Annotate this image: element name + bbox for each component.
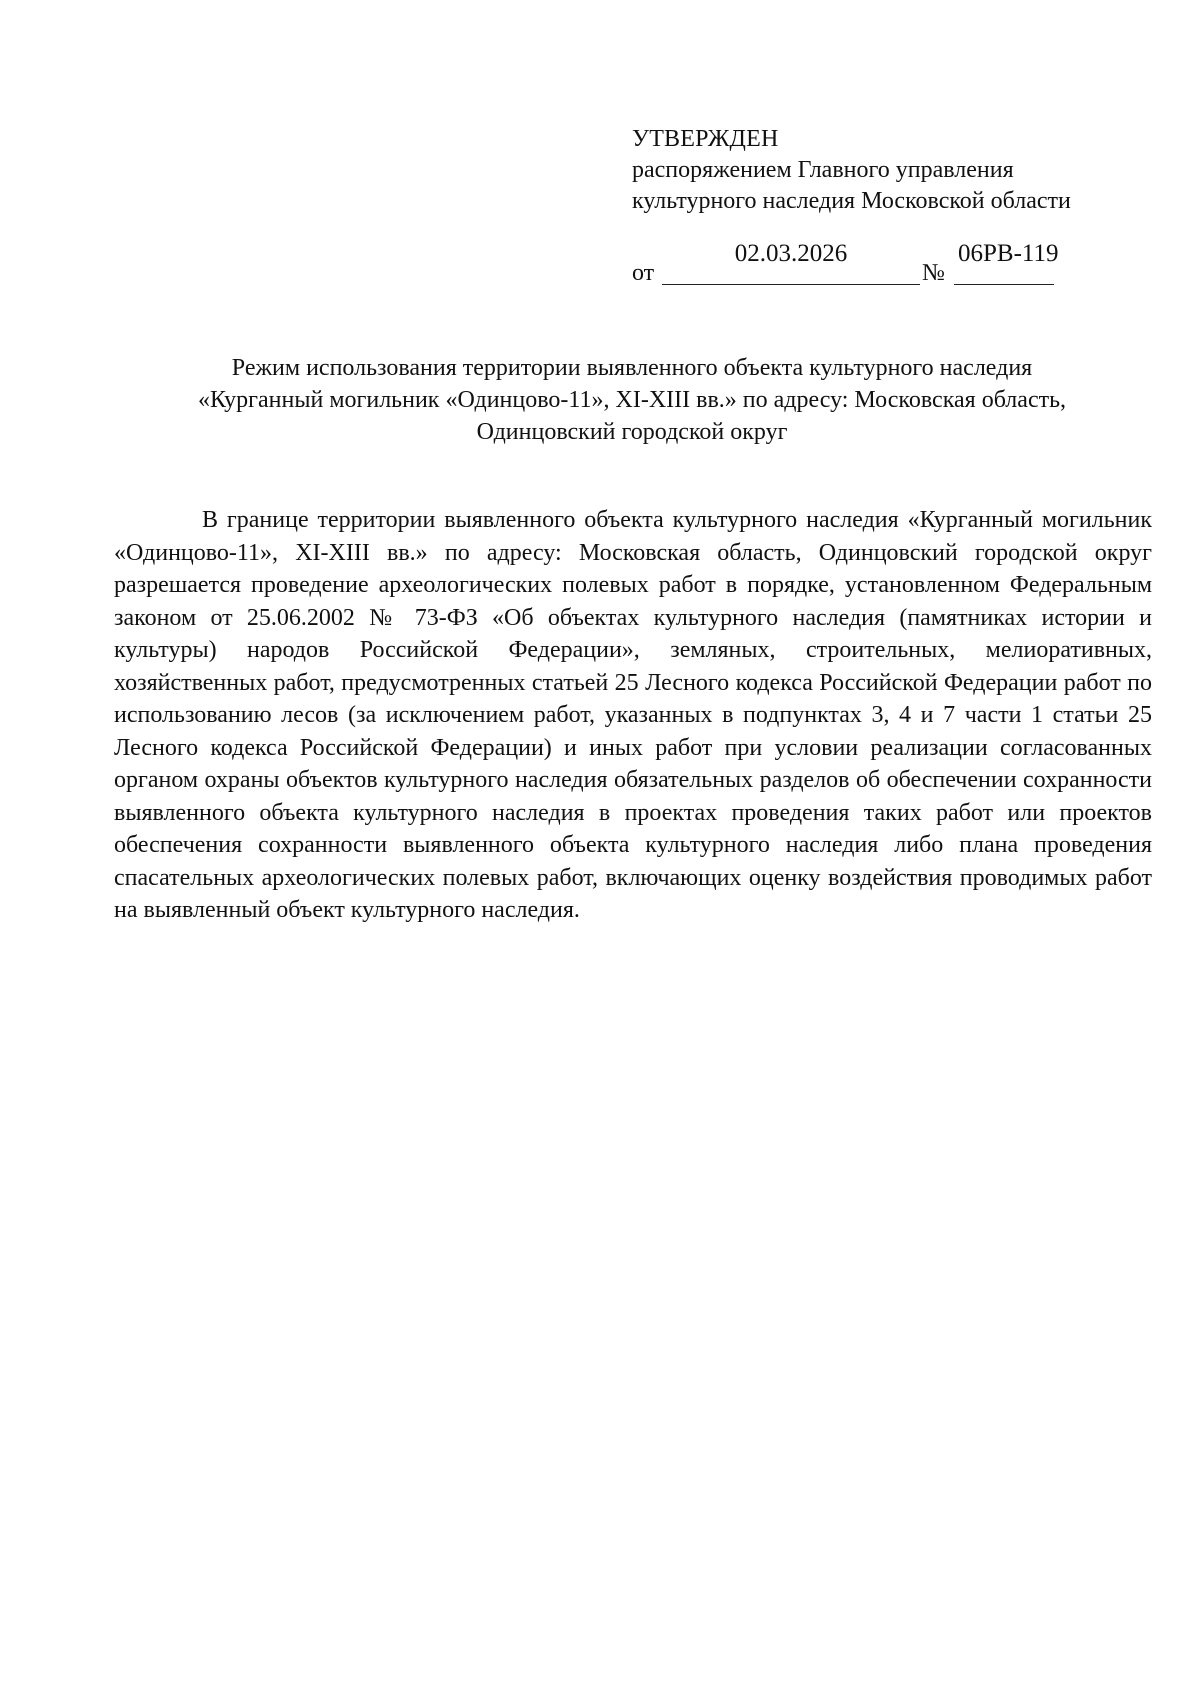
heading-line-1: Режим использования территории выявленного объекта культурного наследия	[231, 355, 1033, 381]
approval-number: 06РВ-119	[958, 240, 1059, 267]
approval-authority-line-1: распоряжением Главного управления	[632, 157, 1014, 183]
date-field	[662, 238, 920, 285]
approval-authority-line-2: культурного наследия Московской области	[632, 188, 1071, 214]
number-field	[954, 238, 1059, 285]
number-prefix: №	[922, 260, 945, 286]
body-paragraph: В границе территории выявленного объекта культурного наследия «Курганный могильник «Одинцово-11», XI-XIII вв.» по адресу: Московская область, Одинцовский городской округ разрешается проведение археологических полевых работ в порядке, установленном Федеральным законом от 25.06.2002 № 73-ФЗ «Об объектах культурного наследия (памятниках истории и культуры) народов Российской Федерации», земляных, строительных, мелиоративных, хозяйственных работ, предусмотренных статьей 25 Лесного кодекса Российской Федерации работ по использованию лесов (за исключением работ, указанных в подпунктах 3, 4 и 7 части 1 статьи 25 Лесного кодекса Российской Федерации) и иных работ при условии реализации согласованных органом охраны объектов культурного наследия обязательных разделов об обеспечении сохранности выявленного объекта культурного наследия в проектах проведения таких работ или проектов обеспечения сохранности выявленного объекта культурного наследия либо плана проведения спасательных археологических полевых работ, включающих оценку воздействия проводимых работ на выявленный объект культурного наследия.	[114, 507, 1152, 923]
heading-line-3: Одинцовский городской округ	[476, 419, 788, 445]
date-prefix: от	[632, 260, 655, 286]
approval-date: 02.03.2026	[734, 240, 848, 267]
approval-title: УТВЕРЖДЕН	[632, 126, 779, 152]
heading-line-2: «Курганный могильник «Одинцово-11», XI-XIII вв.» по адресу: Московская область,	[197, 387, 1067, 413]
approval-date-number	[632, 238, 1102, 286]
document-heading	[112, 352, 1152, 448]
approval-stamp	[632, 124, 1152, 217]
